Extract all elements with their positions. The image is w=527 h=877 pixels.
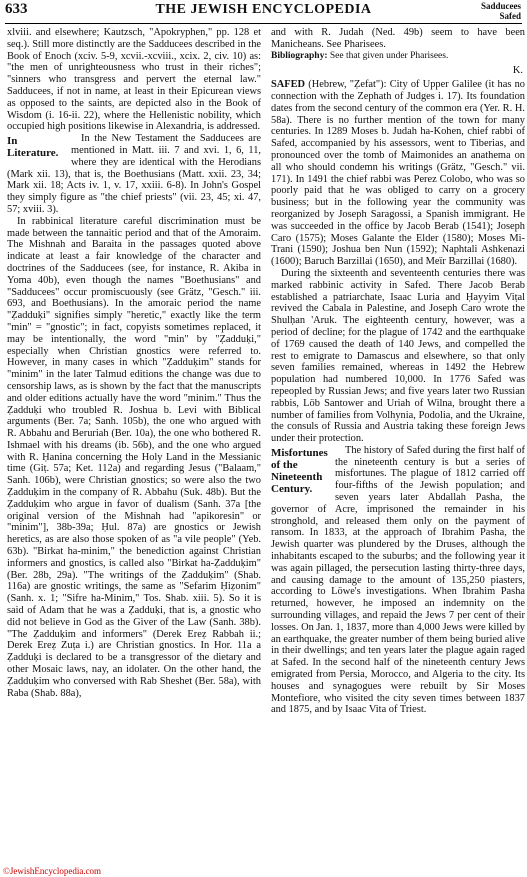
side-heading-in-literature: In Literature. bbox=[7, 135, 59, 160]
running-head-last: Safed bbox=[499, 11, 521, 21]
paragraph: and with R. Judah (Ned. 49b) seem to have been Manicheans. See Pharisees. bbox=[271, 27, 525, 50]
bibliography-label: Bibliography: bbox=[271, 50, 328, 61]
paragraph: During the sixteenth and seventeenth centuries there was marked rabbinic activity in Safed. There Jacob Berab established a patriarchate, Isaac Luria and Ḥayyim Viṭal revived the Cabala in Palestine, and Joseph Caro wrote the Shulḥan 'Aruk. The eighteenth century, however, was a period of decline; for the plague of 1742 and the earthquake of 1769 caused the death of 140 Jews, and compelled the rest to emigrate to Damascus and elsewhere, so that only seven families remained, whereas in 1492 the Hebrew population had numbered 10,000. In 1776 Safed was repeopled by Russian Jews; and five years later two Russian rabbis, Löb Santower and Uriah of Wilna, brought there a number of families from Volhynia, Podolia, and the Ukraine, the consuls of Russia and Austria taking these foreign Jews under their protection. bbox=[271, 267, 525, 445]
entry-headword: SAFED bbox=[271, 79, 306, 91]
running-head bbox=[481, 1, 521, 21]
paragraph: xlviii. and elsewhere; Kautzsch, "Apokryphen," pp. 128 et seq.). Still more distinctly are the Sadducees described in the Book of Enoch (xciv. 5-9, xcvii.-xcviii., xcix. 2, civ. 10) as: "the men of unrighteousness who trust in their riches"; "sinners who transgress and pervert the eternal law." Sadducees, if not in name, at least in their Epicurean views as opposed to the saints, are depicted also in the Book of Wisdom (i. 16-ii. 22), where the Hellenistic nobility, which occupied high positions likewise in Alexandria, is addressed. bbox=[7, 27, 261, 133]
left-column bbox=[7, 27, 261, 699]
page-number: 633 bbox=[5, 1, 28, 17]
side-heading-misfortunes: Misfortunes of the Nineteenth Century. bbox=[271, 446, 328, 495]
paragraph: The history of Safed during the first half of the nineteenth century is but a series of misfortunes. The plague of 1812 carried off four-fifths of the Jewish population; and seven years later Abdallah Pasha, the governor of Acre, imprisoned the remainder in his stronghold, and released them only on the payment of ransom. In 1833, at the approach of Ibrahim Pasha, the Jewish quarter was plundered by the Druses, although the inhabitants escaped to the suburbs; and the following year it was again pillaged, the persecution lasting thirty-three days, and causing damage to the amount of 135,250 piasters, according to Löwe's investigations. When Ibrahim Pasha returned, however, he imposed an indemnity on the surrounding villages, and repaid the Jews 7 per cent of their losses. On Jan. 1, 1837, more than 4,000 Jews were killed by an earthquake, the greater number of them being buried alive in their dwellings; and ten years later the plague again raged at Safed. In the second half of the nineteenth century Jews emigrated from Persia, Morocco, and Algeria to the city. Its houses and synagogues were rebuilt by Sir Moses Montefiore, who visited the city seven times between 1837 and 1875, and by Isaac Vita of Triest. bbox=[271, 444, 525, 716]
copyright-footer: ©JewishEncyclopedia.com bbox=[3, 866, 102, 876]
entry-safed bbox=[271, 79, 525, 268]
paragraph: In the New Testament the Sadducees are mentioned in Matt. iii. 7 and xvi. 1, 6, 11, where they are identical with the Herodians (Mark xii. 13), that is, the Boethusians (Matt. xxii. 23, 34; Mark xii. 18; Acts iv. 1, v. 17, xxiii. 6-8). In John's Gospel they simply figure as "the chief priests" (vii. 23, 45; xi. 47, 57; xviii. 3). bbox=[7, 133, 261, 215]
author-initial: K. bbox=[512, 65, 523, 77]
page-header bbox=[0, 0, 527, 24]
header-rule bbox=[5, 23, 522, 24]
bibliography-text: See that given under Pharisees. bbox=[329, 50, 449, 61]
running-head-first: Sadducees bbox=[480, 1, 521, 11]
right-column bbox=[271, 27, 525, 716]
bibliography bbox=[271, 51, 525, 63]
entry-text: (Hebrew, "Ẓefat"): City of Upper Galilee (it has no connection with the Zephath of Judges i. 17). Its foundation dates from the second century of the common era (Yer. R. H. 58a). There is no further mention of the town for many centuries. In 1289 Moses b. Judah ha-Kohen, chief rabbi of Safed, accompanied by his assessors, went to Tiberias, and pronounced over the tomb of Maimonides an anathema on all who should condemn his writings (Grätz, "Gesch." vii. 171). In 1491 the chief rabbi was Perez Colobo, who was so poorly paid that he was obliged to carry on a grocery business; but in the following year the community was reorganized by Joseph Saragossi, a Spanish immigrant. He was succeeded in the office by Jacob Berab (1541); Joseph Caro (1575); Moses Galante the Elder (1580); Moses Mi-Trani (1590); Joshua ben Nun (1592); Naphtali Ashkenazi (1600); Baruch Barzillai (1650), and Meïr Barzillai (1680). bbox=[271, 79, 525, 268]
journal-title: THE JEWISH ENCYCLOPEDIA bbox=[155, 2, 372, 17]
paragraph: In rabbinical literature careful discrimination must be made between the tannaitic period and that of the Amoraim. The Mishnah and Baraita in the passages quoted above indicate at least a fair knowledge of the character and doctrines of the Sadducees (see, for instance, R. Akiba in Yoma 40b), even though the names "Boethusians" and "Sadducees" occur promiscuously (see Grätz, "Gesch." iii. 693, and Boethusians). In the amoraic period the name "Ẓadduḳi" signifies simply "heretic," exactly like the term "min" = "gnostic"; in fact, copyists sometimes replaced, it may be intentionally, the word "min" by "Ẓadduḳi," especially when Christian gnostics were referred to. However, in many cases in which "Ẓadduḳim" stands for "minim" in the later Talmud editions the change was due to censorship laws, as is shown by the fact that the manuscripts and older editions actually have the word "minim." Thus the Ẓadduḳi who troubled R. Joshua b. Levi with Biblical arguments (Ber. 7a; Sanh. 105b), the one who argued with R. Abbahu and Beruriah (Ber. 10a), the one who bothered R. Ishmael with his dreams (ib. 56b), and the one who argued with R. Ḥanina concerning the Holy Land in the Messianic time (Giṭ. 57a; Ket. 112a) and regarding Jesus ("Balaam," Sanh. 106b), were Christian gnostics; so were also the two Ẓadduḳim in the company of R. Abbahu (Suk. 48b). But the Ẓadduḳim who argue in favor of dualism (Sanh. 37a [the original version of the Mishnah had "apikoresin" or "minim"], 38b-39a; Ḥul. 87a) are gnostics or Jewish heretics, as are also those spoken of as "a vile people" (Yeb. 63b). "Birkat ha-minim," the benediction against Christian informers and gnostics, is called also "Birkat ha-Ẓadduḳim" (Ber. 28b, 29a). "The writings of the Ẓadduḳim" (Shab. 116a) are gnostic writings, the same as "Sefarim Ḥiẓonim" (Sanh. x. 1; "Sifre ha-Minim," Tos. Shab. xiii. 5). So it is said of Adam that he was a Ẓadduḳi, that is, a gnostic who did not believe in God as the Giver of the Law (Sanh. 38b). "The Ẓadduḳim and informers" (Derek Ereẓ Rabbah ii.; Derek Ereẓ Zuṭa i.) are Christian gnostics. In Hor. 11a a Ẓadduḳi is declared to be a transgressor of the dietary and other Mosaic laws, nay, an idolater. On the other hand, the Ẓadduḳim who conversed with Rab Sheshet (Ber. 58a), with Raba (Shab. 88a), bbox=[7, 215, 261, 699]
